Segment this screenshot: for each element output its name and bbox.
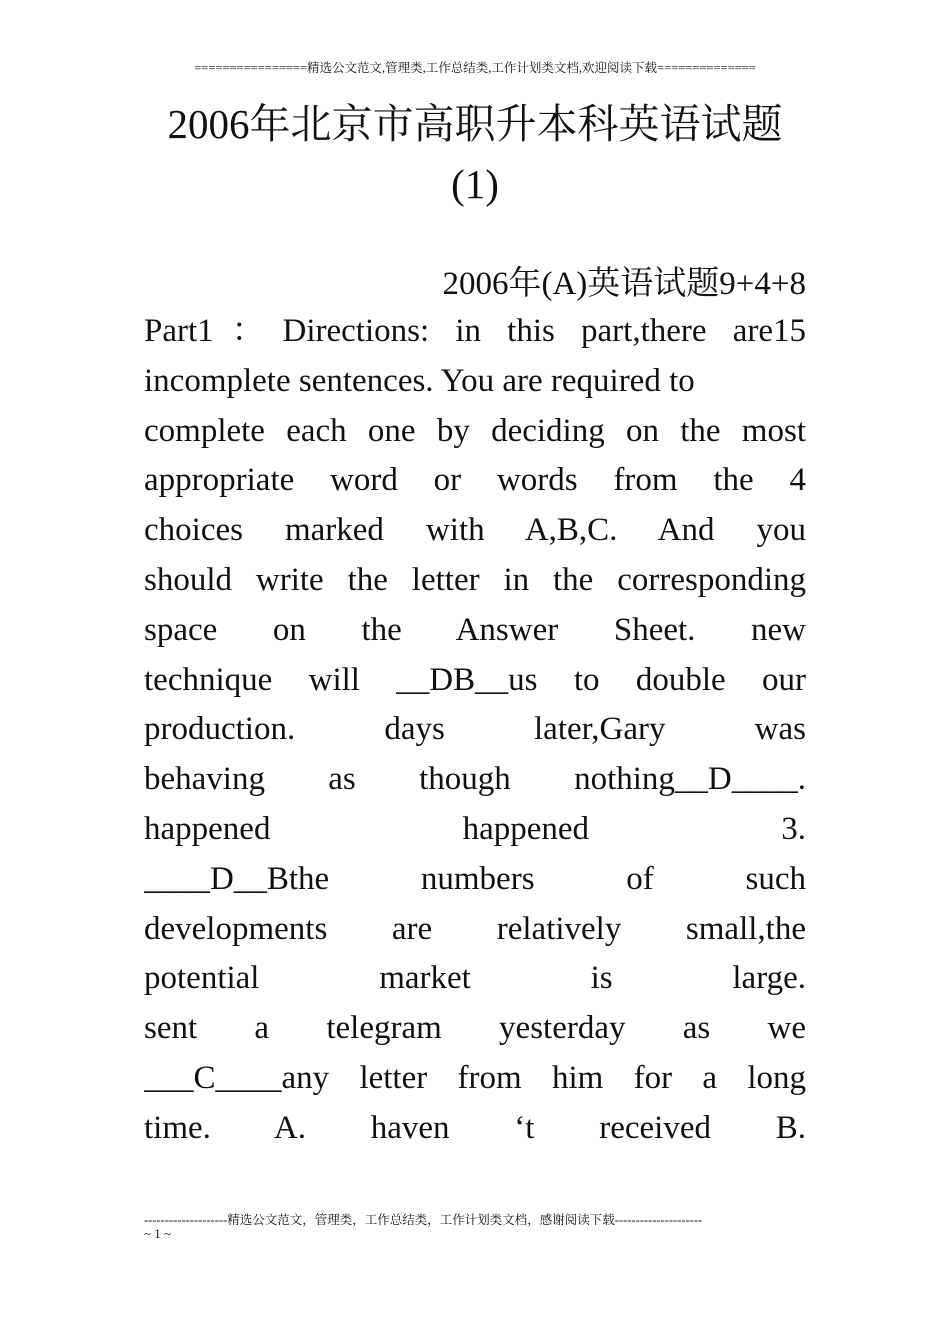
body-line: ____D__Bthe numbers of such — [144, 860, 806, 897]
page-footer-banner: --------------------精选公文范文，管理类，工作总结类，工作计划类文档，感谢阅读下载--------------------- — [144, 1213, 703, 1227]
body-line: space on the Answer Sheet. new — [144, 611, 806, 648]
body-line: time. A. haven ‘t received B. — [144, 1109, 806, 1146]
body-line: choices marked with A,B,C. And you — [144, 512, 806, 549]
title-line-2: (1) — [451, 161, 499, 207]
body-line: sent a telegram yesterday as we — [144, 1010, 806, 1047]
body-line: should write the letter in the corresponding — [144, 561, 806, 598]
document-title — [144, 94, 806, 214]
body-line: potential market is large. — [144, 960, 806, 997]
body-line: ___C____any letter from him for a long — [144, 1059, 806, 1096]
page-header-banner: ================精选公文范文,管理类,工作总结类,工作计划类文档,欢迎阅读下载============== — [194, 61, 756, 75]
title-line-1: 2006年北京市高职升本科英语试题 — [167, 101, 783, 147]
body-line: production. days later,Gary was — [144, 711, 806, 748]
body-line: appropriate word or words from the 4 — [144, 462, 806, 499]
body-line: happened happened 3. — [144, 810, 806, 847]
body-line: incomplete sentences. You are required to — [144, 362, 695, 399]
body-text — [144, 307, 806, 1154]
body-line: complete each one by deciding on the most — [144, 412, 806, 449]
page-number: ~ 1 ~ — [144, 1226, 172, 1241]
body-line: developments are relatively small,the — [144, 910, 806, 947]
body-line: technique will __DB__us to double our — [144, 661, 806, 698]
exam-subtitle: 2006年(A)英语试题9+4+8 — [442, 266, 806, 302]
body-line: Part1：Directions: in this part,there are15 — [144, 313, 806, 349]
body-line: behaving as though nothing__D____. — [144, 761, 806, 798]
